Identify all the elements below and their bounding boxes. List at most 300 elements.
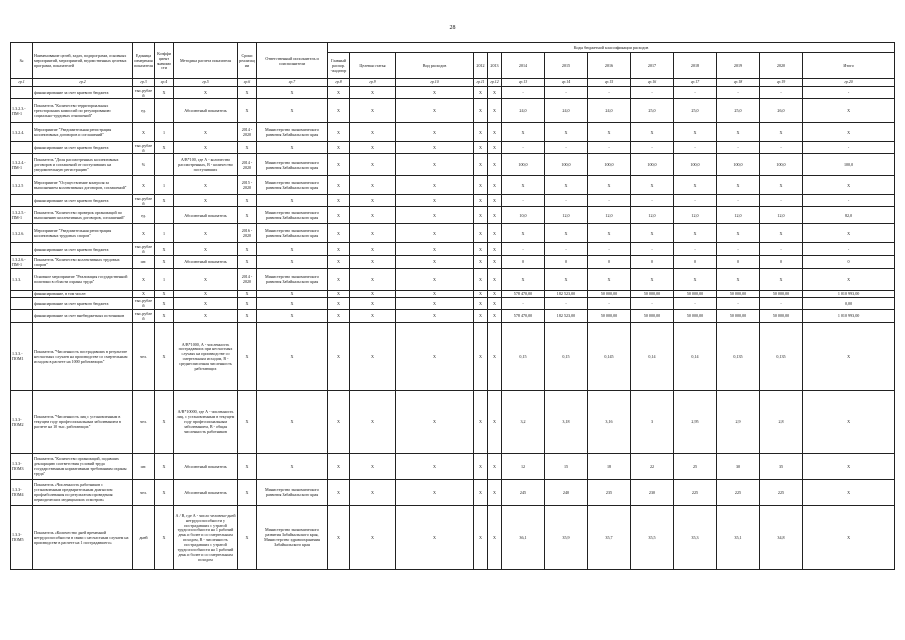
row-year-value: 25,0 <box>631 99 674 123</box>
row-year-value: 0 <box>760 255 803 268</box>
row-coef <box>155 154 174 176</box>
row-year-value: 36,1 <box>502 505 545 569</box>
row-target: Х <box>350 87 396 99</box>
row-y2012: Х <box>474 453 488 479</box>
row-unit: Х <box>133 123 155 142</box>
row-period: 2016 - 2020 <box>238 224 257 243</box>
row-num <box>11 195 33 207</box>
row-unit: тыс.рублей <box>133 87 155 99</box>
row-name: финансирование за счет краевого бюджета <box>33 142 133 154</box>
row-method: Х <box>174 195 238 207</box>
table-row <box>11 390 895 453</box>
row-year-value: 235 <box>588 479 631 505</box>
column-number: гр.19 <box>760 79 803 87</box>
row-year-value: 0,14 <box>674 322 717 390</box>
row-year-value: 35,5 <box>631 505 674 569</box>
row-total: 0 <box>803 255 895 268</box>
row-unit: тыс.рублей <box>133 243 155 255</box>
table-row <box>11 224 895 243</box>
table-row <box>11 142 895 154</box>
column-number: гр.16 <box>631 79 674 87</box>
row-num <box>11 87 33 99</box>
row-y2012: Х <box>474 268 488 290</box>
row-year-value: - <box>760 297 803 309</box>
header-year: 2018 <box>674 53 717 79</box>
row-exp-type: Х <box>396 142 474 154</box>
row-year-value: 225 <box>760 479 803 505</box>
row-period: Х <box>238 453 257 479</box>
row-y2012: Х <box>474 479 488 505</box>
row-year-value: 50 000,00 <box>717 290 760 297</box>
row-name: финансирование за счет краевого бюджета <box>33 297 133 309</box>
row-target: Х <box>350 290 396 297</box>
row-year-value: - <box>717 195 760 207</box>
row-year-value: Х <box>502 123 545 142</box>
row-exp-type: Х <box>396 123 474 142</box>
row-period: Х <box>238 290 257 297</box>
row-target: Х <box>350 123 396 142</box>
row-admin: Х <box>328 195 350 207</box>
row-executor: Х <box>257 87 328 99</box>
row-exp-type: Х <box>396 195 474 207</box>
row-method: Абсолютный показатель <box>174 99 238 123</box>
row-num: 1.3.3-ПОМ5 <box>11 505 33 569</box>
column-number: гр.7 <box>257 79 328 87</box>
row-unit: шт. <box>133 255 155 268</box>
row-year-value: 12,0 <box>760 207 803 224</box>
row-method: А/В*1000, А - численность пострадавших при несчастных случаях на производстве со смертельным исходом, В - среднесписочная численность работающих <box>174 322 238 390</box>
row-year-value: 2,9 <box>717 390 760 453</box>
row-admin: Х <box>328 207 350 224</box>
row-exp-type: Х <box>396 390 474 453</box>
row-y2012: Х <box>474 176 488 195</box>
row-y2012: Х <box>474 255 488 268</box>
row-year-value: 0,145 <box>588 322 631 390</box>
table-row <box>11 479 895 505</box>
row-total: Х <box>803 123 895 142</box>
column-number: гр.20 <box>803 79 895 87</box>
row-admin: Х <box>328 390 350 453</box>
row-coef: Х <box>155 309 174 322</box>
row-year-value: 50 000,00 <box>760 309 803 322</box>
row-num: 1.3.2.4.-ПМ-1 <box>11 154 33 176</box>
row-num: 1.3.2.5 <box>11 176 33 195</box>
row-name: финансирование, в том числе: <box>33 290 133 297</box>
row-coef: 1 <box>155 224 174 243</box>
row-admin: Х <box>328 297 350 309</box>
row-method: Абсолютный показатель <box>174 479 238 505</box>
row-year-value: Х <box>588 123 631 142</box>
row-admin: Х <box>328 479 350 505</box>
row-y2013: Х <box>488 297 502 309</box>
row-num: 1.3.2.6.-ПМ-1 <box>11 255 33 268</box>
row-total: 82,0 <box>803 207 895 224</box>
row-executor: Министерство экономического развития Забайкальского края <box>257 123 328 142</box>
row-period: Х <box>238 322 257 390</box>
header-target: Целевая статья <box>350 53 396 79</box>
row-coef: Х <box>155 255 174 268</box>
row-num <box>11 142 33 154</box>
row-total: Х <box>803 268 895 290</box>
row-exp-type: Х <box>396 255 474 268</box>
row-unit: дней <box>133 505 155 569</box>
row-year-value: 0 <box>631 255 674 268</box>
row-target: Х <box>350 453 396 479</box>
row-name: Показатель «Количество дней временной нетрудоспособности в связи с несчастным случаем на производстве в расчете на 1 пострадавшего» <box>33 505 133 569</box>
row-y2013: Х <box>488 322 502 390</box>
row-period: Х <box>238 142 257 154</box>
row-exp-type: Х <box>396 479 474 505</box>
row-year-value: 100,0 <box>631 154 674 176</box>
row-year-value: 182 523,00 <box>545 309 588 322</box>
row-year-value: 25 <box>674 453 717 479</box>
row-period: Х <box>238 207 257 224</box>
row-name: финансирование за счет внебюджетных источников <box>33 309 133 322</box>
row-year-value: 12,0 <box>674 207 717 224</box>
row-total: 1 010 993,00 <box>803 309 895 322</box>
row-num: 1.3.2.6. <box>11 224 33 243</box>
row-name: Показатель "Количество организаций, подавших декларацию соответствия условий труда государственным нормативным требованиям охраны труда" <box>33 453 133 479</box>
row-year-value: 100,0 <box>674 154 717 176</box>
row-year-value: 15 <box>545 453 588 479</box>
row-name: Показатель "Доля рассмотренных коллективных договоров и соглашений от поступивших на уведомительную регистрацию" <box>33 154 133 176</box>
row-y2013: Х <box>488 207 502 224</box>
row-year-value: Х <box>674 268 717 290</box>
row-coef <box>155 99 174 123</box>
row-unit: Х <box>133 290 155 297</box>
row-name: финансирование за счет краевого бюджета <box>33 243 133 255</box>
column-number: гр.10 <box>396 79 474 87</box>
row-year-value: - <box>717 243 760 255</box>
row-total: - <box>803 87 895 99</box>
row-year-value: - <box>674 297 717 309</box>
row-period: Х <box>238 309 257 322</box>
row-year-value: 34,8 <box>760 505 803 569</box>
row-executor: Х <box>257 142 328 154</box>
row-total: Х <box>803 176 895 195</box>
row-total: Х <box>803 505 895 569</box>
row-year-value: - <box>588 243 631 255</box>
header-year: 2020 <box>760 53 803 79</box>
row-target: Х <box>350 479 396 505</box>
row-y2013: Х <box>488 505 502 569</box>
row-unit: тыс.рублей <box>133 142 155 154</box>
row-num: 1.3.2.3.-ПМ-1 <box>11 99 33 123</box>
row-admin: Х <box>328 505 350 569</box>
row-period: Х <box>238 195 257 207</box>
row-year-value: - <box>760 87 803 99</box>
row-admin: Х <box>328 255 350 268</box>
row-coef: 1 <box>155 176 174 195</box>
row-year-value: Х <box>631 176 674 195</box>
row-admin: Х <box>328 99 350 123</box>
header-name: Наименование целей, задач, подпрограмм, основных мероприятий, мероприятий, ведомственных целевых программ, показателей <box>33 43 133 79</box>
table-row <box>11 453 895 479</box>
row-year-value: - <box>760 142 803 154</box>
header-year: 2014 <box>502 53 545 79</box>
row-y2013: Х <box>488 268 502 290</box>
row-num: 1.3.2.5.-ПМ-1 <box>11 207 33 224</box>
row-unit: шт. <box>133 453 155 479</box>
row-total: 1 010 993,00 <box>803 290 895 297</box>
row-num: 1.3.3.-ПОМ1 <box>11 322 33 390</box>
column-number: гр.17 <box>674 79 717 87</box>
row-method: Х <box>174 224 238 243</box>
row-year-value: 30 <box>717 453 760 479</box>
row-y2012: Х <box>474 390 488 453</box>
table-row <box>11 309 895 322</box>
column-number: гр.15 <box>588 79 631 87</box>
row-year-value: 26,0 <box>760 99 803 123</box>
table-row <box>11 297 895 309</box>
row-num <box>11 297 33 309</box>
row-year-value: - <box>631 297 674 309</box>
row-year-value: - <box>545 243 588 255</box>
header-coef: Коэффи циент значимо сти <box>155 43 174 79</box>
row-coef: Х <box>155 505 174 569</box>
row-target: Х <box>350 154 396 176</box>
row-admin: Х <box>328 154 350 176</box>
row-unit: % <box>133 154 155 176</box>
row-num: 1.3.3-ПОМ3 <box>11 453 33 479</box>
row-period: Х <box>238 505 257 569</box>
row-year-value: 3 <box>631 390 674 453</box>
row-year-value: 240 <box>545 479 588 505</box>
row-method: Х <box>174 243 238 255</box>
row-exp-type: Х <box>396 290 474 297</box>
row-year-value: - <box>502 243 545 255</box>
row-year-value: 100,0 <box>588 154 631 176</box>
row-executor: Х <box>257 255 328 268</box>
row-executor: Министерство экономического развития Забайкальского края <box>257 207 328 224</box>
row-name: Мероприятие "Осуществление контроля за выполнением коллективных договоров, соглашений" <box>33 176 133 195</box>
row-coef <box>155 207 174 224</box>
row-executor: Министерство экономического развития Забайкальского края <box>257 176 328 195</box>
row-executor: Х <box>257 390 328 453</box>
row-period: Х <box>238 87 257 99</box>
table-row <box>11 154 895 176</box>
row-target: Х <box>350 243 396 255</box>
row-unit: Х <box>133 224 155 243</box>
row-method: Абсолютный показатель <box>174 255 238 268</box>
row-year-value: 24,0 <box>588 99 631 123</box>
row-num: 1.3.2.4. <box>11 123 33 142</box>
row-year-value: Х <box>631 224 674 243</box>
row-executor: Х <box>257 195 328 207</box>
row-y2013: Х <box>488 195 502 207</box>
row-target: Х <box>350 309 396 322</box>
row-year-value: 35,1 <box>717 505 760 569</box>
row-year-value: 245 <box>502 479 545 505</box>
column-number: гр.5 <box>174 79 238 87</box>
row-name: Мероприятие "Уведомительная регистрация коллективных договоров и соглашений" <box>33 123 133 142</box>
row-year-value: - <box>674 142 717 154</box>
row-year-value: 0,135 <box>717 322 760 390</box>
row-year-value: 24,0 <box>502 99 545 123</box>
column-number: гр.9 <box>350 79 396 87</box>
row-y2013: Х <box>488 99 502 123</box>
header-method: Методика расчета показателя <box>174 43 238 79</box>
row-year-value: 50 000,00 <box>588 309 631 322</box>
row-period: Х <box>238 255 257 268</box>
row-executor: Х <box>257 99 328 123</box>
row-method: А/В*10000, где А - численность лиц, с установленным в текущем году профессиональным заболеванием, В - общая численность работников <box>174 390 238 453</box>
row-year-value: 230 <box>631 479 674 505</box>
row-year-value: Х <box>502 176 545 195</box>
column-number: гр.13 <box>502 79 545 87</box>
header-year: 2016 <box>588 53 631 79</box>
row-name: Показатель "Численность лиц с установленным в текущем году профессиональным заболеванием в расчете на 10 тыс. работающих" <box>33 390 133 453</box>
header-executor: Ответственный исполнитель и соисполнители <box>257 43 328 79</box>
row-year-value: 12 <box>502 453 545 479</box>
table-row <box>11 243 895 255</box>
row-y2012: Х <box>474 224 488 243</box>
table-row <box>11 290 895 297</box>
row-admin: Х <box>328 453 350 479</box>
row-year-value: 0 <box>717 255 760 268</box>
row-y2013: Х <box>488 453 502 479</box>
row-method: Х <box>174 87 238 99</box>
row-name: Показатель "Численность пострадавших в результате несчастных случаев на производстве со смертельным исходом в расчете на 1000 работающих" <box>33 322 133 390</box>
row-exp-type: Х <box>396 99 474 123</box>
column-number: гр.12 <box>488 79 502 87</box>
header-budget-codes: Коды бюджетной классификации расходов <box>328 43 895 53</box>
row-year-value: - <box>631 243 674 255</box>
row-year-value: Х <box>674 176 717 195</box>
row-year-value: 50 000,00 <box>674 309 717 322</box>
row-exp-type: Х <box>396 505 474 569</box>
row-year-value: Х <box>674 224 717 243</box>
row-year-value: 578 470,00 <box>502 309 545 322</box>
row-year-value: - <box>717 297 760 309</box>
header-year: 2015 <box>545 53 588 79</box>
row-year-value: 35,9 <box>545 505 588 569</box>
row-year-value: - <box>588 142 631 154</box>
row-total: Х <box>803 99 895 123</box>
row-period: 2014 - 2020 <box>238 154 257 176</box>
row-unit: чел. <box>133 390 155 453</box>
column-number: гр.14 <box>545 79 588 87</box>
row-num <box>11 290 33 297</box>
column-number: гр.18 <box>717 79 760 87</box>
row-year-value: - <box>631 195 674 207</box>
row-y2012: Х <box>474 142 488 154</box>
row-period: 2014 - 2020 <box>238 123 257 142</box>
row-method: Абсолютный показатель <box>174 453 238 479</box>
row-total: - <box>803 243 895 255</box>
row-y2013: Х <box>488 309 502 322</box>
row-year-value: 50 000,00 <box>717 309 760 322</box>
row-y2013: Х <box>488 290 502 297</box>
row-y2013: Х <box>488 479 502 505</box>
row-total: Х <box>803 479 895 505</box>
row-admin: Х <box>328 309 350 322</box>
row-total: - <box>803 195 895 207</box>
column-number: гр.2 <box>33 79 133 87</box>
row-year-value: - <box>545 195 588 207</box>
row-exp-type: Х <box>396 207 474 224</box>
table-row <box>11 87 895 99</box>
row-coef: Х <box>155 479 174 505</box>
row-target: Х <box>350 99 396 123</box>
row-name: Мероприятие "Уведомительная регистрация коллективных трудовых споров" <box>33 224 133 243</box>
row-coef: Х <box>155 243 174 255</box>
row-y2013: Х <box>488 123 502 142</box>
row-name: Показатель "Количество коллективных трудовых споров" <box>33 255 133 268</box>
row-target: Х <box>350 255 396 268</box>
row-year-value: - <box>502 87 545 99</box>
row-year-value: Х <box>760 123 803 142</box>
row-year-value: Х <box>631 123 674 142</box>
row-y2012: Х <box>474 99 488 123</box>
row-coef: Х <box>155 390 174 453</box>
row-coef: Х <box>155 195 174 207</box>
row-year-value: 12,0 <box>588 207 631 224</box>
row-year-value: - <box>502 297 545 309</box>
table-row <box>11 322 895 390</box>
row-y2013: Х <box>488 390 502 453</box>
row-total: Х <box>803 390 895 453</box>
row-year-value: Х <box>545 224 588 243</box>
row-executor: Министерство экономического развития Забайкальского края <box>257 224 328 243</box>
row-admin: Х <box>328 224 350 243</box>
row-num <box>11 243 33 255</box>
row-executor: Министерство экономического развития Забайкальского края <box>257 154 328 176</box>
row-total: Х <box>803 322 895 390</box>
row-unit: Х <box>133 268 155 290</box>
row-coef: Х <box>155 453 174 479</box>
row-y2012: Х <box>474 154 488 176</box>
header-year: 2013 <box>488 53 502 79</box>
row-num: 1.3.3-ПОМ2 <box>11 390 33 453</box>
row-year-value: - <box>588 87 631 99</box>
row-unit: ед. <box>133 99 155 123</box>
row-period: 2014 - 2020 <box>238 268 257 290</box>
row-method: Абсолютный показатель <box>174 207 238 224</box>
row-year-value: Х <box>631 268 674 290</box>
row-target: Х <box>350 195 396 207</box>
row-exp-type: Х <box>396 297 474 309</box>
row-unit: чел. <box>133 479 155 505</box>
row-year-value: 0,15 <box>545 322 588 390</box>
row-total: 100,0 <box>803 154 895 176</box>
row-year-value: - <box>588 195 631 207</box>
header-admin: Главный распор. -жадатор <box>328 53 350 79</box>
row-executor: Министерство экономического развития Забайкальского края <box>257 479 328 505</box>
row-total: 0,00 <box>803 297 895 309</box>
column-number: гр.8 <box>328 79 350 87</box>
row-exp-type: Х <box>396 224 474 243</box>
row-year-value: Х <box>760 176 803 195</box>
row-year-value: Х <box>760 268 803 290</box>
row-coef: Х <box>155 297 174 309</box>
row-year-value: Х <box>545 176 588 195</box>
row-year-value: Х <box>545 123 588 142</box>
row-target: Х <box>350 322 396 390</box>
row-y2012: Х <box>474 207 488 224</box>
row-total: Х <box>803 453 895 479</box>
header-period: Сроки реализац ии <box>238 43 257 79</box>
row-exp-type: Х <box>396 154 474 176</box>
row-year-value: - <box>502 195 545 207</box>
row-year-value: 18 <box>588 453 631 479</box>
row-year-value: Х <box>545 268 588 290</box>
row-year-value: Х <box>717 123 760 142</box>
row-year-value: - <box>545 142 588 154</box>
row-name: финансирование за счет краевого бюджета <box>33 87 133 99</box>
row-year-value: Х <box>760 224 803 243</box>
row-admin: Х <box>328 243 350 255</box>
